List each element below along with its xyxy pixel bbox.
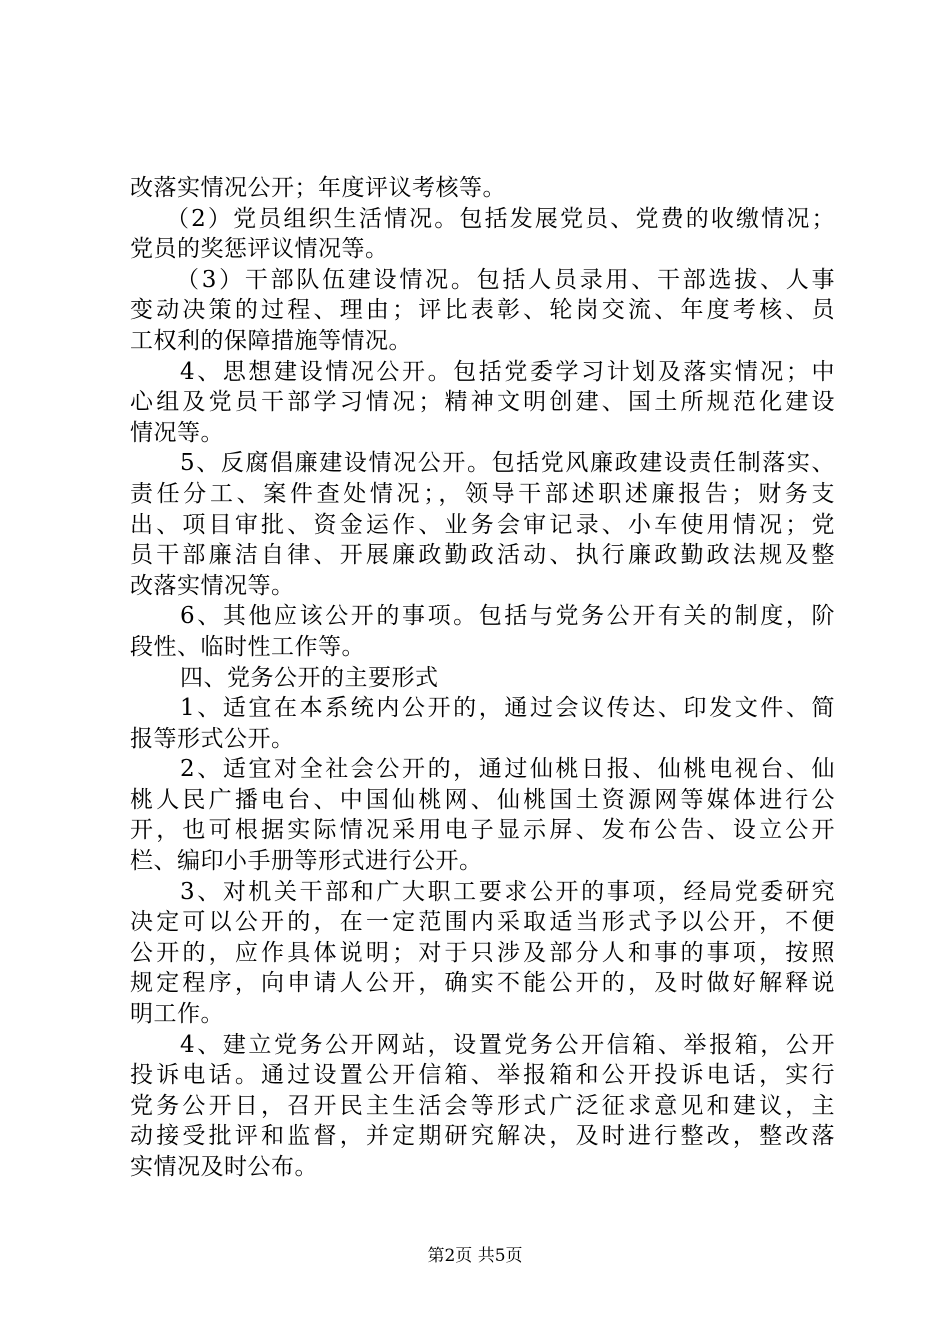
text-line: 6、其他应该公开的事项。包括与党务公开有关的制度，阶 <box>180 603 835 630</box>
text-line: 实情况及时公布。 <box>130 1154 318 1180</box>
text-line: 党员的奖惩评议情况等。 <box>130 236 389 263</box>
text-line: 1、适宜在本系统内公开的，通过会议传达、印发文件、简 <box>180 695 835 722</box>
text-line: 变动决策的过程、理由；评比表彰、轮岗交流、年度考核、员 <box>130 297 835 324</box>
text-line: 员干部廉洁自律、开展廉政勤政活动、执行廉政勤政法规及整 <box>130 542 835 569</box>
text-line: 动接受批评和监督，并定期研究解决，及时进行整改，整改落 <box>130 1123 835 1150</box>
text-line: 心组及党员干部学习情况；精神文明创建、国土所规范化建设 <box>130 389 835 416</box>
text-line: 决定可以公开的，在一定范围内采取适当形式予以公开，不便 <box>130 909 835 936</box>
text-line: 3、对机关干部和广大职工要求公开的事项，经局党委研究 <box>180 878 835 905</box>
page-footer: 第2页 共5页 <box>427 1246 523 1266</box>
text-line: 开，也可根据实际情况采用电子显示屏、发布公告、设立公开 <box>130 817 835 844</box>
text-line: 桃人民广播电台、中国仙桃网、仙桃国土资源网等媒体进行公 <box>130 786 835 813</box>
text-line: 4、思想建设情况公开。包括党委学习计划及落实情况；中 <box>180 358 835 385</box>
text-line: 2、适宜对全社会公开的，通过仙桃日报、仙桃电视台、仙 <box>180 756 835 783</box>
text-line: 报等形式公开。 <box>130 725 295 752</box>
text-line: 投诉电话。通过设置公开信箱、举报箱和公开投诉电话，实行 <box>130 1062 835 1089</box>
text-line: 工权利的保障措施等情况。 <box>130 327 412 354</box>
text-line: 段性、临时性工作等。 <box>130 633 365 660</box>
text-line: 四、党务公开的主要形式 <box>180 664 439 691</box>
document-body <box>130 173 835 1183</box>
text-line: 明工作。 <box>130 1001 224 1028</box>
text-line: （3）干部队伍建设情况。包括人员录用、干部选拔、人事 <box>176 266 835 293</box>
text-line: 情况等。 <box>130 419 224 446</box>
text-line: 5、反腐倡廉建设情况公开。包括党风廉政建设责任制落实、 <box>180 450 835 477</box>
text-line: （2）党员组织生活情况。包括发展党员、党费的收缴情况； <box>166 205 835 232</box>
text-line: 改落实情况等。 <box>130 572 295 599</box>
text-line: 出、项目审批、资金运作、业务会审记录、小车使用情况；党 <box>130 511 835 538</box>
text-line: 责任分工、案件查处情况；，领导干部述职述廉报告；财务支 <box>130 480 835 507</box>
text-line: 公开的，应作具体说明；对于只涉及部分人和事的事项，按照 <box>130 939 835 966</box>
text-line: 栏、编印小手册等形式进行公开。 <box>130 848 483 875</box>
text-line: 党务公开日，召开民主生活会等形式广泛征求意见和建议，主 <box>130 1092 835 1119</box>
text-line: 规定程序，向申请人公开，确实不能公开的，及时做好解释说 <box>130 970 835 997</box>
text-line: 改落实情况公开；年度评议考核等。 <box>130 175 506 201</box>
text-line: 4、建立党务公开网站，设置党务公开信箱、举报箱，公开 <box>180 1031 835 1058</box>
